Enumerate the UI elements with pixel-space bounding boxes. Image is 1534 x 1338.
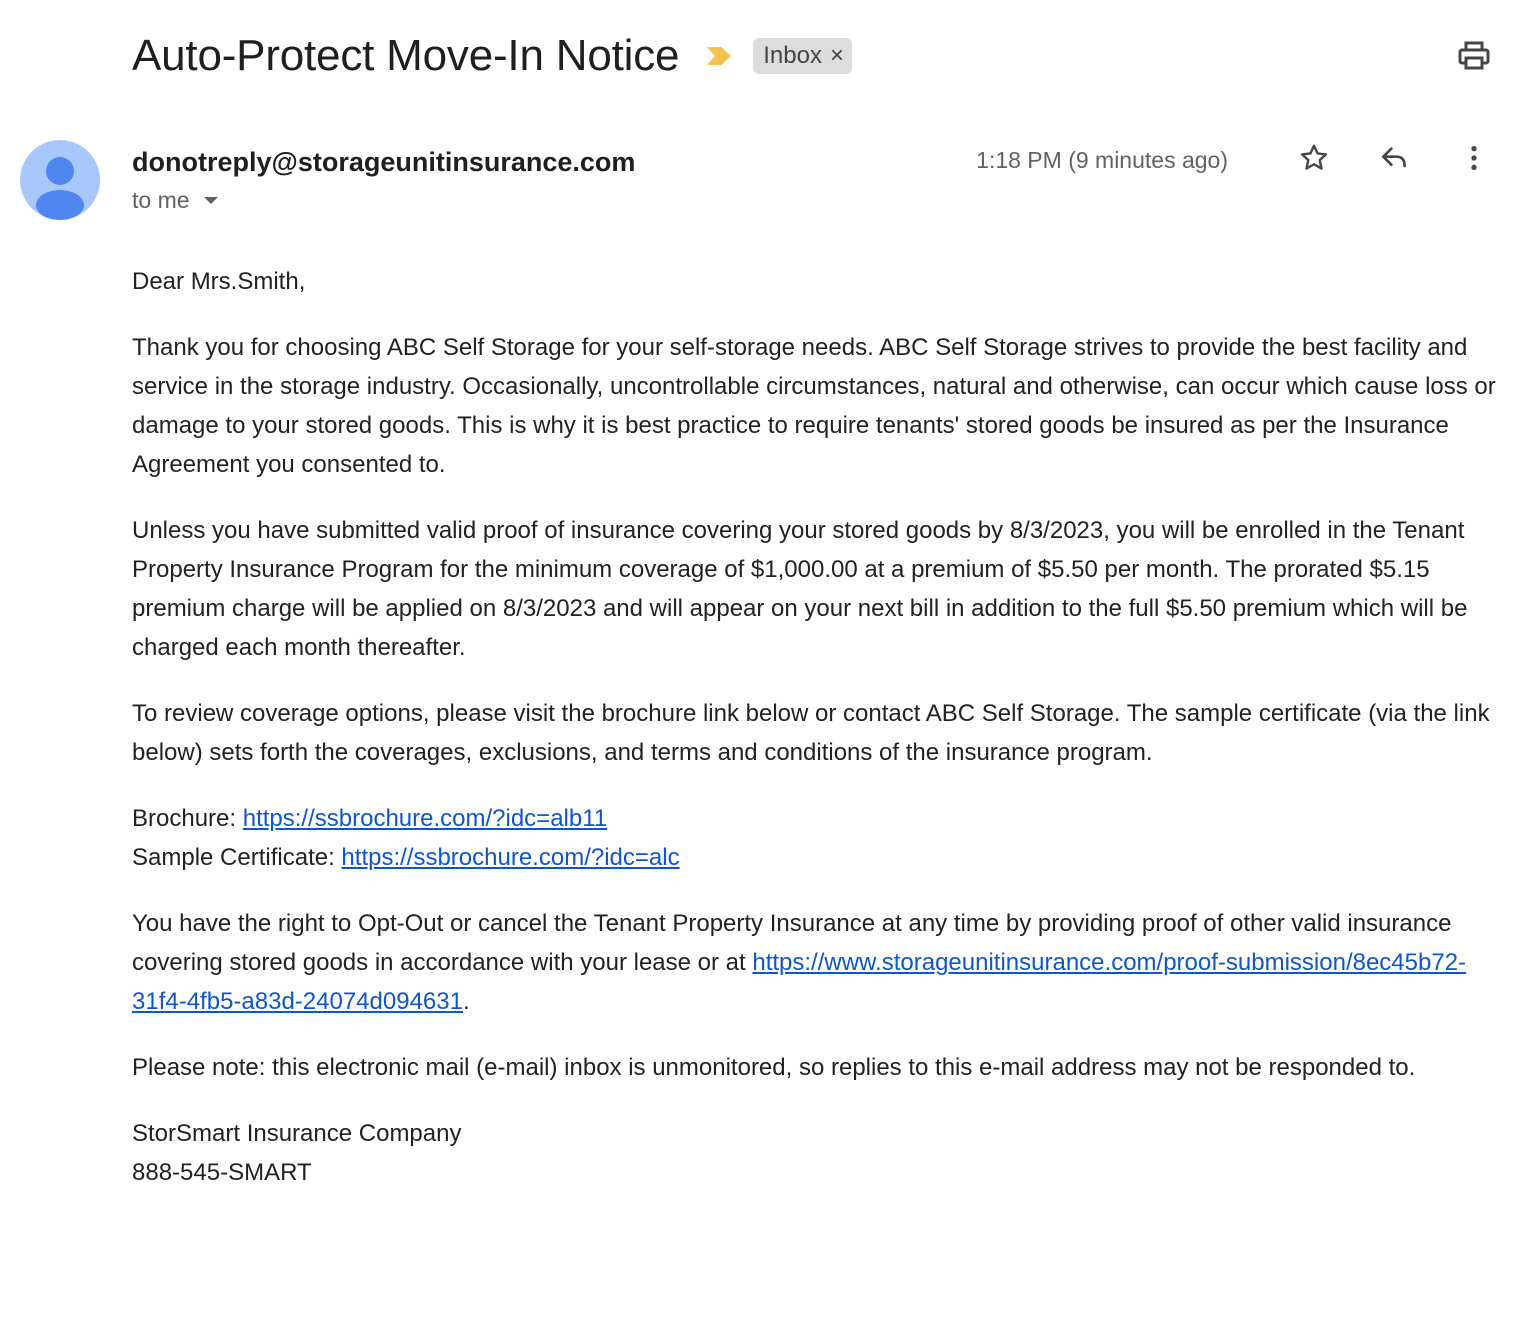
email-subject: Auto-Protect Move-In Notice bbox=[132, 31, 680, 80]
remove-label-button[interactable]: × bbox=[829, 42, 844, 69]
certificate-label: Sample Certificate: bbox=[132, 844, 342, 871]
opt-out-text: You have the right to Opt-Out or cancel the Tenant Property Insurance at any time by providing proof of other valid insurance covering stored goods in accordance with your lease or at bbox=[132, 910, 1452, 976]
signature-phone: 888-545-SMART bbox=[132, 1159, 312, 1186]
sender-row bbox=[132, 140, 635, 184]
sender-avatar[interactable] bbox=[20, 140, 100, 220]
reply-icon bbox=[1378, 142, 1410, 179]
reply-button[interactable] bbox=[1370, 136, 1418, 184]
subject-row bbox=[132, 28, 1494, 84]
paragraph-coverage: To review coverage options, please visit the brochure link below or contact ABC Self Storage. The sample certificate (via the link below) sets forth the coverages, exclusions, and terms and conditions of the insurance program. bbox=[132, 700, 1490, 766]
brochure-label: Brochure: bbox=[132, 805, 243, 832]
importance-marker-icon[interactable] bbox=[705, 42, 733, 70]
recipient-text: to me bbox=[132, 186, 190, 213]
label-chip-text: Inbox bbox=[763, 42, 822, 69]
paragraph-intro: Thank you for choosing ABC Self Storage for your self-storage needs. ABC Self Storage strives to provide the best facility and service in the storage industry. Occasionally, uncontrollable circumstances, natural and otherwise, can occur which cause loss or damage to your stored goods. This is why it is best practice to require tenants' stored goods be insured as per the Insurance Agreement you consented to. bbox=[132, 334, 1496, 478]
greeting: Dear Mrs.Smith, bbox=[132, 268, 306, 295]
brochure-link[interactable]: https://ssbrochure.com/?idc=alb11 bbox=[242, 805, 608, 832]
links-block bbox=[132, 799, 1498, 877]
sender-email[interactable]: donotreply@storageunitinsurance.com bbox=[132, 146, 636, 177]
more-options-button[interactable] bbox=[1450, 136, 1498, 184]
print-icon bbox=[1457, 40, 1491, 77]
proof-submission-link[interactable]: https://www.storageunitinsurance.com/proof-submission/8ec45b72-31f4-4fb5-a83d-24074d094631 bbox=[132, 949, 1467, 1015]
star-button[interactable] bbox=[1290, 136, 1338, 184]
print-button[interactable] bbox=[1454, 38, 1494, 78]
more-vertical-icon bbox=[1458, 142, 1490, 179]
person-icon bbox=[20, 207, 100, 220]
opt-out-period: . bbox=[462, 988, 470, 1015]
label-chip-inbox[interactable] bbox=[753, 38, 852, 74]
signature bbox=[132, 1114, 1498, 1192]
recipient-toggle[interactable] bbox=[132, 184, 218, 216]
chevron-down-icon bbox=[204, 197, 218, 204]
star-icon bbox=[1298, 142, 1330, 179]
paragraph-unmonitored: Please note: this electronic mail (e-mail) inbox is unmonitored, so replies to this e-mail address may not be responded to. bbox=[132, 1054, 1416, 1081]
message-actions bbox=[976, 136, 1498, 184]
timestamp: 1:18 PM (9 minutes ago) bbox=[976, 146, 1228, 173]
paragraph-enrollment: Unless you have submitted valid proof of insurance covering your stored goods by 8/3/2023, you will be enrolled in the Tenant Property Insurance Program for the minimum coverage of $1,000.00 at a premium of $5.50 per month. The prorated $5.15 premium charge will be applied on 8/3/2023 and will appear on your next bill in addition to the full $5.50 premium which will be charged each month thereafter. bbox=[132, 517, 1468, 661]
certificate-link[interactable]: https://ssbrochure.com/?idc=alc bbox=[341, 844, 680, 871]
signature-company: StorSmart Insurance Company bbox=[132, 1120, 462, 1147]
paragraph-opt-out bbox=[132, 904, 1498, 1021]
email-body bbox=[132, 262, 1498, 1219]
